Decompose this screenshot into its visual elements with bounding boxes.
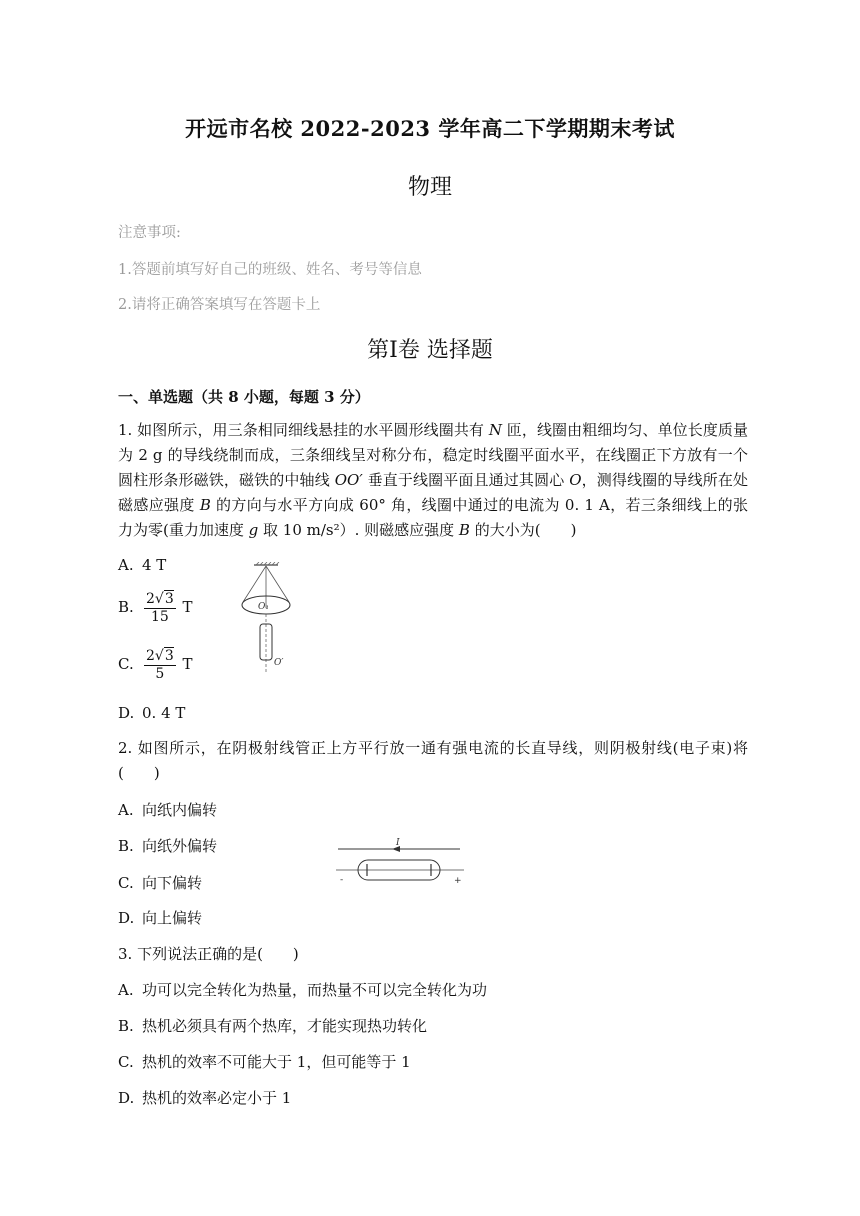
- q1-var-n: N: [488, 421, 502, 439]
- option-unit: T: [182, 655, 193, 673]
- cathode-tube-figure: [334, 836, 466, 886]
- q1-option-c[interactable]: [118, 647, 193, 683]
- q1-text-4: ，测得线圈的导线所在处磁感应强度: [118, 471, 748, 514]
- minus-terminal-label: -: [340, 875, 344, 885]
- denominator: 15: [150, 609, 169, 625]
- option-text: 0. 4 T: [142, 704, 186, 722]
- q1-var-g: g: [248, 521, 259, 539]
- question-3-stem: 3. 下列说法正确的是( ): [118, 945, 299, 963]
- q1-var-b2: B: [458, 521, 470, 539]
- q1-option-b[interactable]: [118, 590, 193, 626]
- option-letter: D.: [118, 704, 135, 722]
- option-letter: B.: [118, 837, 134, 855]
- axis-end-label: O′: [274, 658, 284, 668]
- option-text: 向上偏转: [142, 909, 203, 927]
- question-2-stem: 2. 如图所示，在阴极射线管正上方平行放一通有强电流的长直导线，则阴极射线(电子束)将( ): [118, 739, 748, 782]
- q1-var-b1: B: [199, 496, 211, 514]
- plus-terminal-label: +: [454, 876, 462, 886]
- option-letter: C.: [118, 874, 134, 892]
- exam-title: 开远市名校 2022-2023 学年高二下学期期末考试: [185, 116, 675, 141]
- q3-option-a[interactable]: [118, 979, 487, 1000]
- coil-center-label: O₁: [258, 602, 269, 612]
- option-text: 热机的效率不可能大于 1，但可能等于 1: [142, 1053, 411, 1071]
- q1-text-3: 垂直于线圈平面且通过其圆心: [362, 471, 570, 489]
- q1-text-6: 取 10 m/s²）. 则磁感应强度: [258, 521, 459, 539]
- current-label: I: [396, 838, 400, 848]
- coef: 2: [146, 591, 155, 607]
- option-text: 向纸外偏转: [142, 837, 218, 855]
- option-text: 向下偏转: [142, 874, 203, 892]
- option-letter: B.: [118, 1017, 134, 1035]
- q1-var-o: O: [569, 471, 582, 489]
- option-letter: C.: [118, 1053, 134, 1071]
- question-1-stem: [118, 418, 748, 543]
- note-item-1: 1.答题前填写好自己的班级、姓名、考号等信息: [118, 262, 422, 278]
- q1-text-7: 的大小为( ): [469, 521, 577, 539]
- q2-option-a[interactable]: [118, 799, 217, 820]
- option-letter: A.: [118, 556, 134, 574]
- q2-option-d[interactable]: [118, 907, 202, 928]
- notes-heading: 注意事项:: [118, 225, 181, 241]
- q2-option-c[interactable]: [118, 872, 202, 893]
- coil-magnet-figure: [232, 562, 302, 677]
- note-item-2: 2.请将正确答案填写在答题卡上: [118, 297, 321, 313]
- subject-title: 物理: [407, 175, 452, 200]
- option-letter: A.: [118, 801, 134, 819]
- coef: 2: [146, 648, 155, 664]
- q1-text-2: 匝，线圈由粗细均匀、单位长度质量为 2 g 的导线绕制而成，三条细线呈对称分布，稳定时线圈平面水平，在线圈正下方放有一个圆柱形条形磁铁，磁铁的中轴线: [118, 421, 748, 489]
- section-title: 第Ⅰ卷 选择题: [367, 338, 493, 363]
- option-letter: D.: [118, 1089, 135, 1107]
- q1-option-a[interactable]: [118, 556, 166, 574]
- fraction: $\frac{2√3}{5}$: [146, 648, 174, 682]
- option-letter: A.: [118, 981, 134, 999]
- option-letter: B.: [118, 598, 134, 616]
- radicand: 3: [164, 591, 174, 607]
- option-letter: D.: [118, 909, 135, 927]
- q1-text-1: 1. 如图所示，用三条相同细线悬挂的水平圆形线圈共有: [118, 421, 489, 439]
- option-text: 热机必须具有两个热库，才能实现热功转化: [142, 1017, 428, 1035]
- denominator: 5: [155, 666, 165, 682]
- q1-option-d[interactable]: [118, 704, 185, 722]
- option-unit: T: [182, 598, 193, 616]
- q2-option-b[interactable]: [118, 835, 217, 856]
- q3-option-b[interactable]: [118, 1015, 427, 1036]
- option-text: 向纸内偏转: [142, 801, 218, 819]
- q1-var-oo: OO′: [334, 471, 363, 489]
- q1-text-5: 的方向与水平方向成 60° 角，线圈中通过的电流为 0. 1 A，若三条细线上的张力为零(重力加速度: [118, 496, 748, 539]
- q3-option-c[interactable]: [118, 1051, 411, 1072]
- option-text: 热机的效率必定小于 1: [142, 1089, 292, 1107]
- section-heading: 一、单选题（共 8 小题，每题 3 分）: [118, 388, 370, 406]
- option-text: 4 T: [142, 556, 167, 574]
- fraction: $\frac{2√3}{15}$: [146, 591, 174, 625]
- radicand: 3: [164, 648, 174, 664]
- option-letter: C.: [118, 655, 134, 673]
- q3-option-d[interactable]: [118, 1087, 291, 1108]
- option-text: 功可以完全转化为热量，而热量不可以完全转化为功: [142, 981, 488, 999]
